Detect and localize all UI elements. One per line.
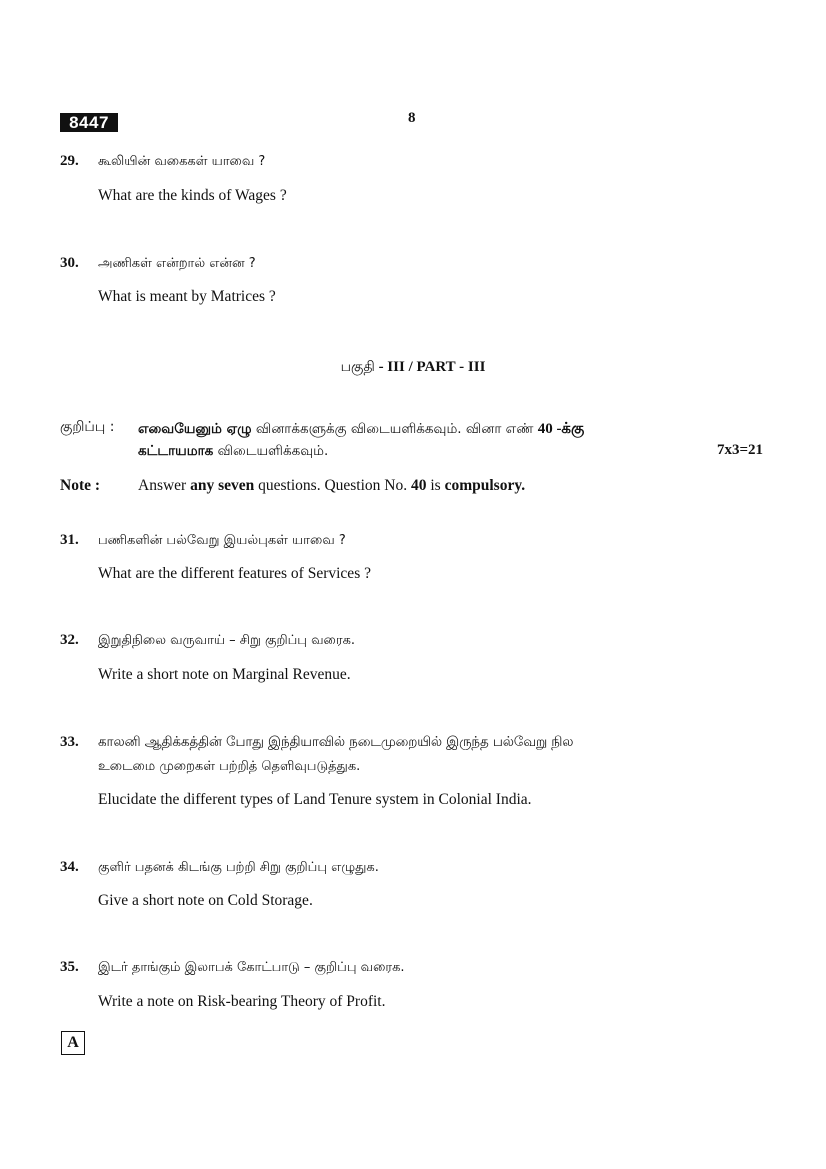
note-text: Answer — [138, 477, 191, 494]
question-number: 34. — [60, 859, 79, 875]
paper-code-badge: 8447 — [60, 113, 118, 132]
question-number: 30. — [60, 255, 79, 271]
note-tamil-line2 — [138, 443, 328, 461]
question-tamil: குளிர் பதனக் கிடங்கு பற்றி சிறு குறிப்பு எழுதுக. — [98, 860, 379, 875]
note-text: questions. Question No. — [254, 477, 411, 494]
question-english: What is meant by Matrices ? — [98, 288, 276, 305]
question-tamil: இறுதிநிலை வருவாய் – சிறு குறிப்பு வரைக. — [98, 633, 356, 648]
question-number: 35. — [60, 959, 79, 975]
note-bold: any seven — [190, 477, 255, 494]
note-bold: compulsory. — [444, 477, 526, 494]
part-heading-text: - III / PART - III — [374, 359, 486, 375]
question-english: Write a note on Risk-bearing Theory of Profit. — [98, 993, 386, 1010]
question-english: What are the different features of Services ? — [98, 565, 371, 582]
marks-scheme: 7x3=21 — [717, 442, 764, 458]
question-tamil: பணிகளின் பல்வேறு இயல்புகள் யாவை ? — [98, 533, 346, 548]
part-heading — [0, 359, 826, 377]
note-bold: 40 — [410, 477, 427, 494]
question-english: Give a short note on Cold Storage. — [98, 892, 313, 909]
question-tamil: இடர் தாங்கும் இலாபக் கோட்பாடு – குறிப்பு வரைக. — [98, 960, 405, 975]
question-english: Write a short note on Marginal Revenue. — [98, 666, 351, 683]
note-tamil-line1 — [138, 420, 584, 439]
question-number: 31. — [60, 532, 79, 548]
question-english: Elucidate the different types of Land Tenure system in Colonial India. — [98, 791, 532, 808]
version-box: A — [61, 1031, 85, 1055]
question-english: What are the kinds of Wages ? — [98, 187, 287, 204]
question-tamil: அணிகள் என்றால் என்ன ? — [98, 256, 256, 271]
question-number: 33. — [60, 734, 79, 750]
note-tamil-label: குறிப்பு : — [60, 419, 115, 435]
note-tamil-bold: கட்டாயமாக — [138, 443, 214, 459]
question-tamil: கூலியின் வகைகள் யாவை ? — [98, 154, 266, 169]
note-english — [138, 477, 525, 495]
question-tamil: காலனி ஆதிக்கத்தின் போது இந்தியாவில் நடைமுறையில் இருந்த பல்வேறு நில — [98, 735, 574, 750]
part-heading-tamil: பகுதி — [340, 359, 375, 375]
note-text: is — [426, 477, 445, 494]
note-tamil-number: 40 -க்கு — [537, 421, 585, 437]
note-tamil-text: வினாக்களுக்கு விடையளிக்கவும். வினா எண் — [251, 421, 538, 437]
note-tamil-text: விடையளிக்கவும். — [213, 443, 329, 459]
note-english-label: Note : — [60, 477, 101, 494]
question-number: 29. — [60, 153, 79, 169]
page-number: 8 — [408, 110, 416, 126]
note-tamil-bold: எவையேனும் ஏழு — [138, 421, 252, 437]
question-tamil-line2: உடைமை முறைகள் பற்றித் தெளிவுபடுத்துக. — [98, 759, 361, 774]
question-number: 32. — [60, 632, 79, 648]
